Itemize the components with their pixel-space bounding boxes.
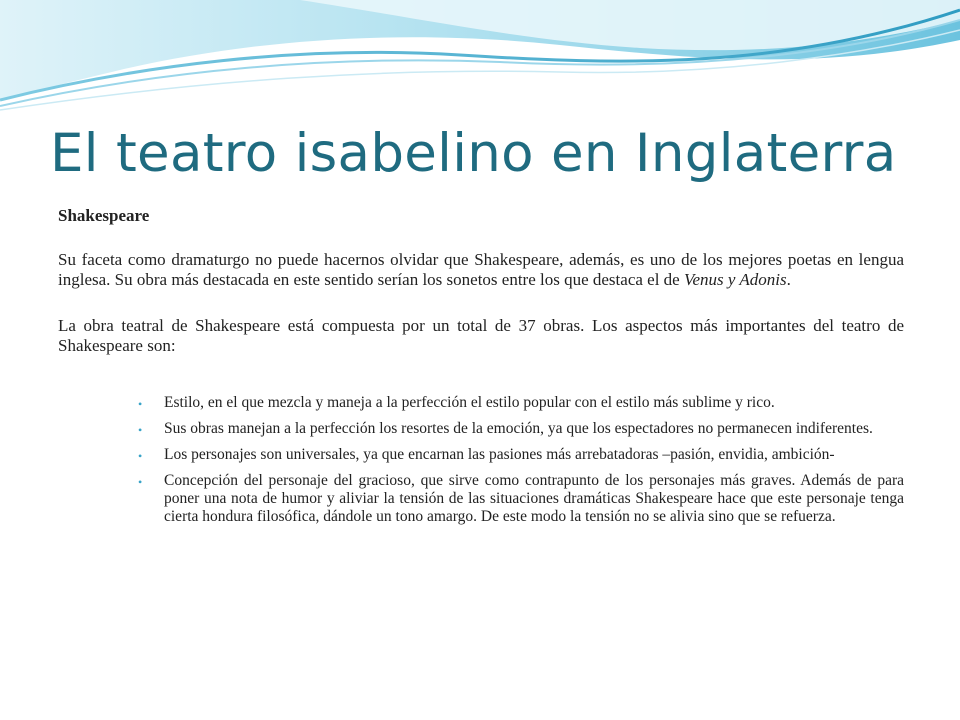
bullet-icon: • — [138, 475, 143, 489]
header-wave-decoration — [0, 0, 960, 120]
slide-body — [58, 206, 904, 534]
list-item — [138, 446, 904, 464]
paragraph-poetry-text: Su faceta como dramaturgo no puede hacernos olvidar que Shakespeare, además, es uno de los mejores poetas en lengua inglesa. Su obra más destacada en este sentido serían los sonetos entre los que destaca el de — [58, 250, 904, 289]
aspects-list — [58, 394, 904, 526]
list-item-text: Los personajes son universales, ya que encarnan las pasiones más arrebatadoras –pasión, envidia, ambición- — [164, 446, 835, 463]
list-item — [138, 394, 904, 412]
paragraph-poetry-end: . — [786, 270, 791, 289]
bullet-icon: • — [138, 449, 143, 463]
list-item — [138, 472, 904, 526]
list-item-text: Sus obras manejan a la perfección los resortes de la emoción, ya que los espectadores no permanecen indiferentes. — [164, 420, 873, 437]
list-item — [138, 420, 904, 438]
bullet-icon: • — [138, 397, 143, 411]
work-title: Venus y Adonis — [683, 270, 787, 289]
bullet-icon: • — [138, 423, 143, 437]
list-item-text: Concepción del personaje del gracioso, que sirve como contrapunto de los personajes más graves. Además de para poner una nota de humor y aliviar la tensión de las situaciones dramáticas Shakespeare hace que este personaje tenga cierta hondura filosófica, dándole un tono amargo. De este modo la tensión no se alivia sino que se refuerza. — [164, 472, 904, 525]
paragraph-poetry — [58, 250, 904, 290]
list-item-text: Estilo, en el que mezcla y maneja a la perfección el estilo popular con el estilo más sublime y rico. — [164, 394, 775, 411]
subheading: Shakespeare — [58, 206, 150, 225]
slide-title: El teatro isabelino en Inglaterra — [50, 123, 897, 184]
paragraph-theatre: La obra teatral de Shakespeare está compuesta por un total de 37 obras. Los aspectos más importantes del teatro de Shakespeare son: — [58, 316, 904, 355]
